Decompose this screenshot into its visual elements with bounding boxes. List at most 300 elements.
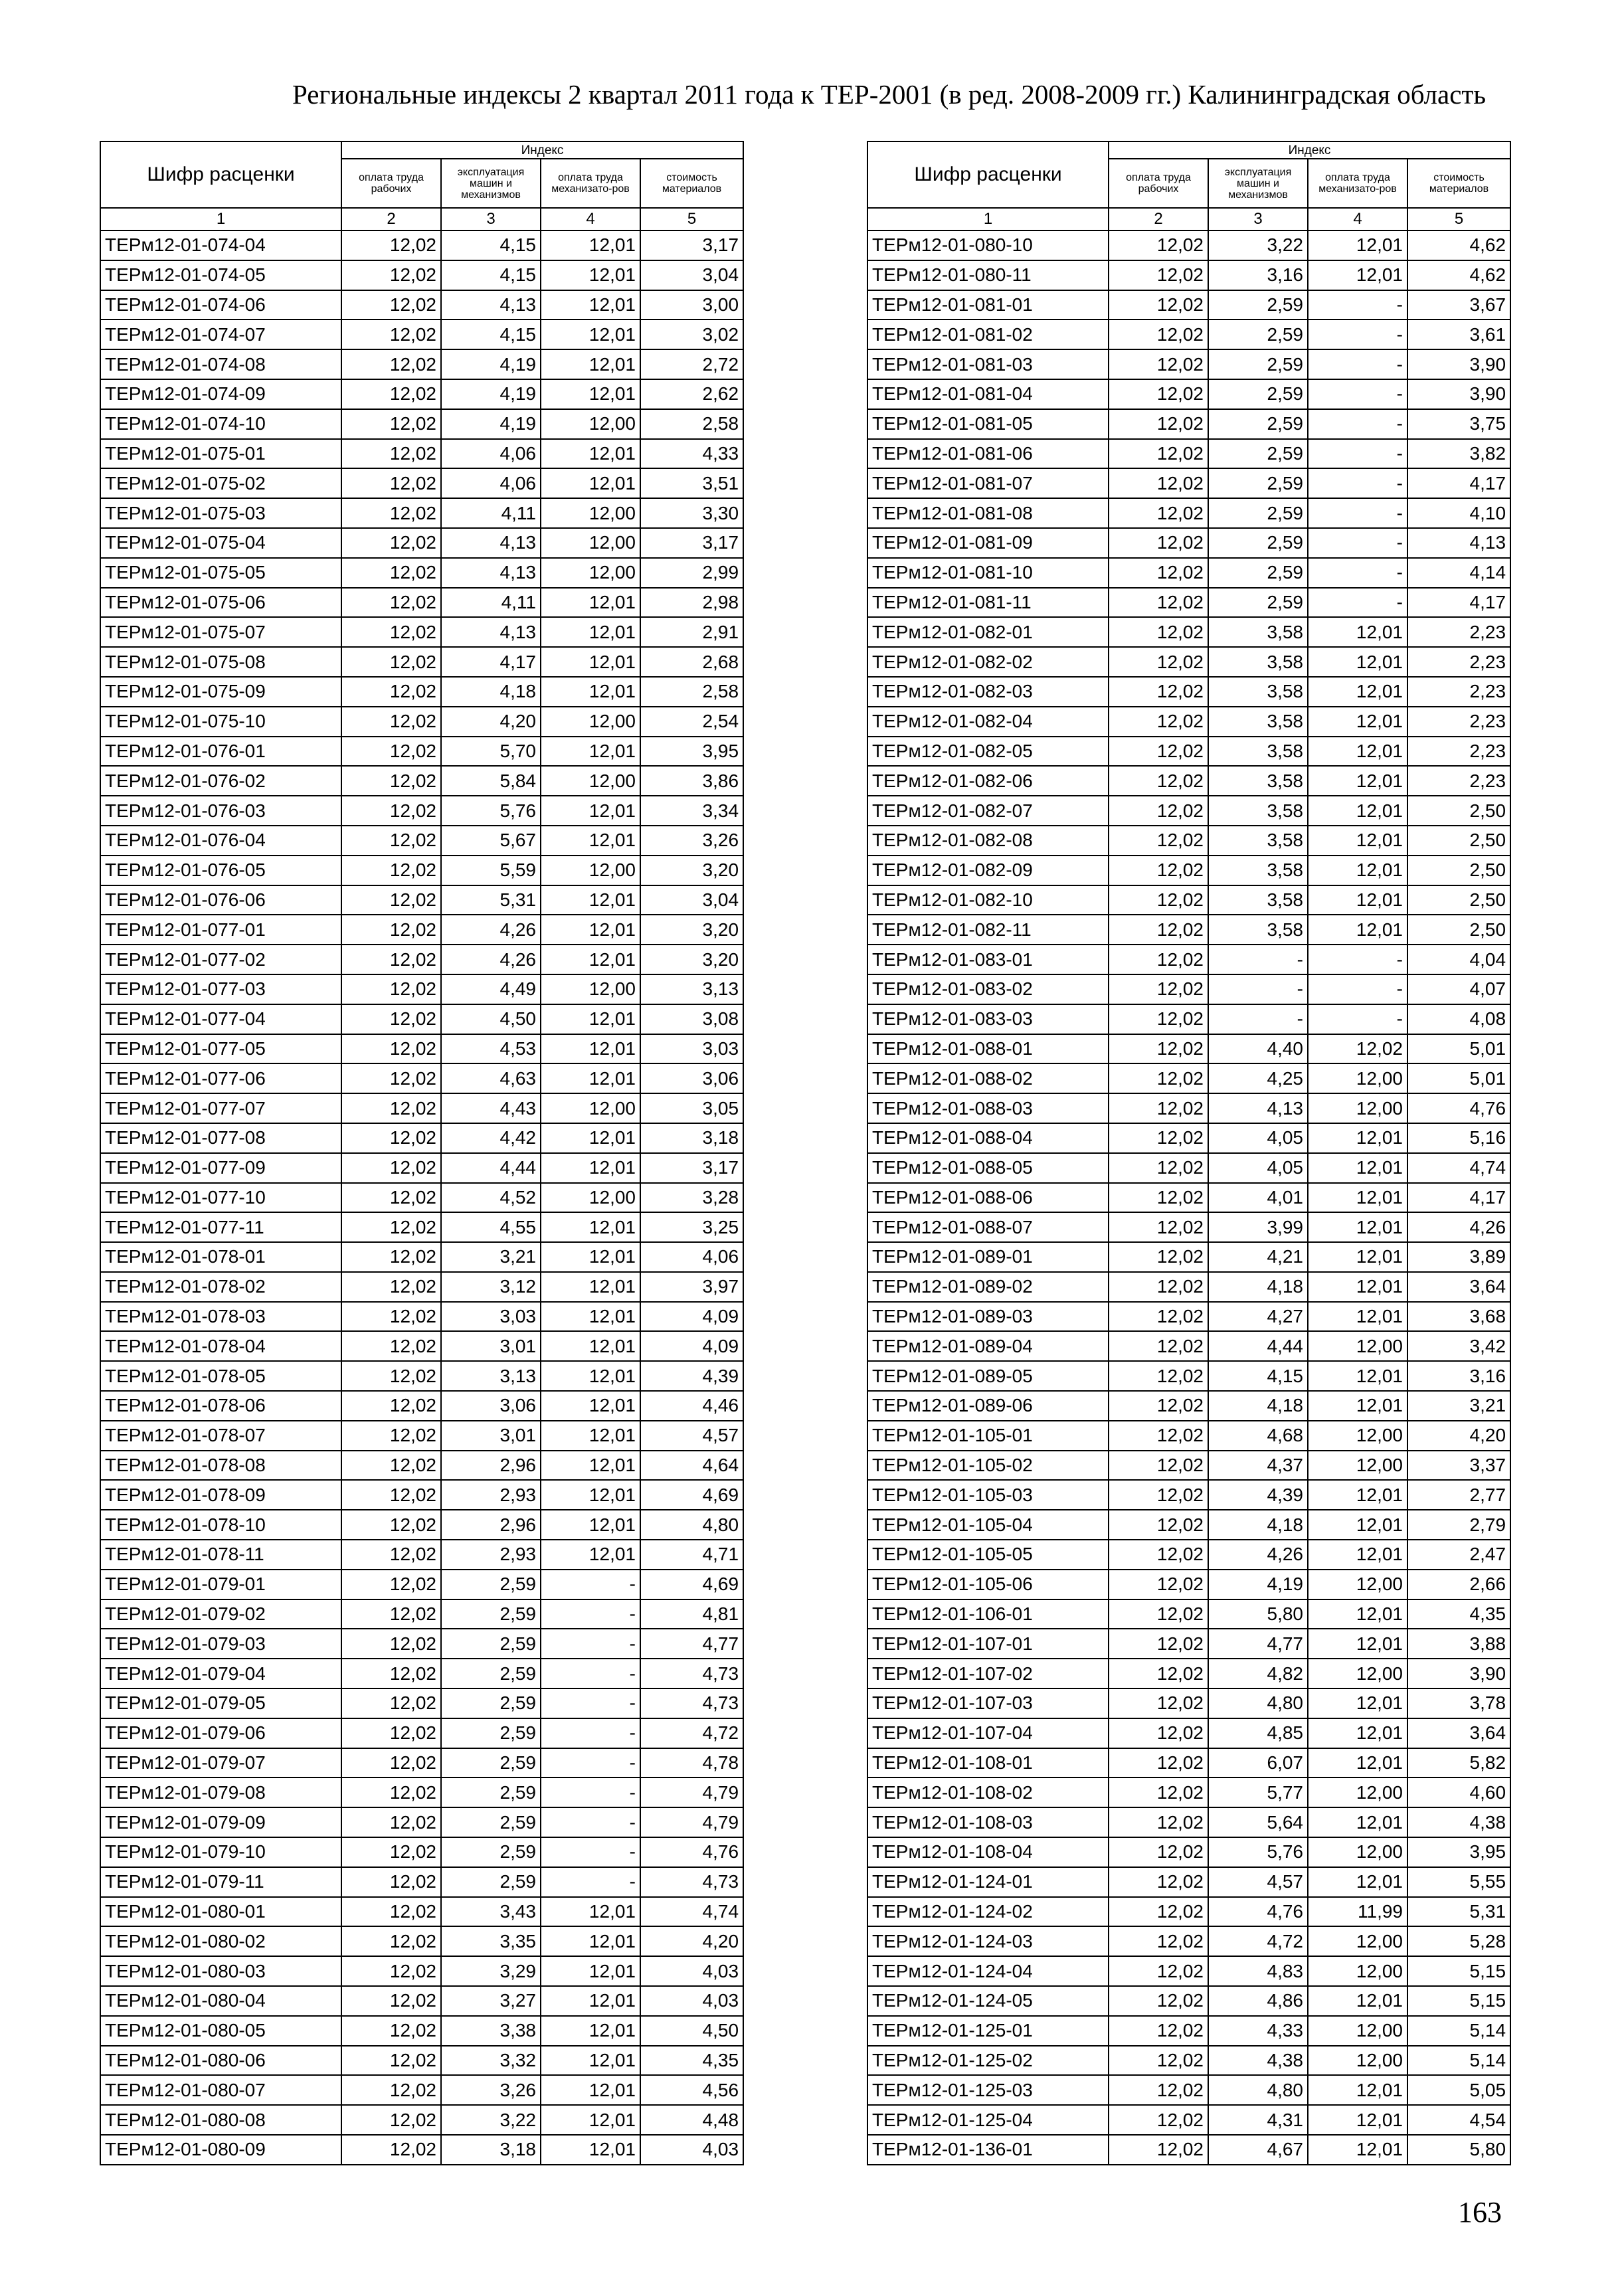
index-value-cell: 12,02: [1109, 826, 1208, 856]
index-value-cell: 4,17: [1407, 468, 1510, 498]
rate-code-cell: ТЕРм12-01-125-01: [867, 2016, 1109, 2046]
rate-code-cell: ТЕРм12-01-125-03: [867, 2075, 1109, 2105]
index-value-cell: 4,38: [1208, 2046, 1308, 2076]
table-row: [100, 1272, 743, 1302]
header-code: Шифр расценки: [867, 141, 1109, 208]
index-value-cell: 12,01: [1308, 1688, 1407, 1718]
index-value-cell: 12,02: [341, 528, 441, 558]
index-value-cell: 4,72: [1208, 1926, 1308, 1956]
table-row: [867, 766, 1510, 796]
table-row: [867, 379, 1510, 409]
index-value-cell: 12,02: [341, 230, 441, 260]
index-value-cell: 12,02: [341, 409, 441, 439]
index-value-cell: 12,02: [341, 1897, 441, 1927]
index-value-cell: -: [541, 1837, 640, 1867]
index-value-cell: 12,01: [541, 2105, 640, 2135]
index-value-cell: 12,01: [1308, 796, 1407, 826]
index-value-cell: 3,25: [640, 1212, 743, 1242]
index-value-cell: 12,01: [1308, 1302, 1407, 1332]
index-value-cell: 5,15: [1407, 1986, 1510, 2016]
table-row: [100, 1153, 743, 1183]
index-value-cell: 12,02: [1109, 439, 1208, 469]
index-value-cell: 4,49: [441, 974, 541, 1004]
index-value-cell: 5,31: [441, 885, 541, 915]
index-value-cell: 2,59: [441, 1748, 541, 1778]
index-value-cell: 12,02: [1109, 2075, 1208, 2105]
header-operators: оплата труда механизато-ров: [1308, 159, 1407, 208]
index-value-cell: 12,02: [341, 677, 441, 707]
index-value-cell: 5,14: [1407, 2046, 1510, 2076]
rate-code-cell: ТЕРм12-01-081-06: [867, 439, 1109, 469]
index-value-cell: 12,01: [541, 1361, 640, 1391]
index-value-cell: 12,02: [341, 1926, 441, 1956]
index-value-cell: -: [1208, 974, 1308, 1004]
rate-code-cell: ТЕРм12-01-124-05: [867, 1986, 1109, 2016]
header-col-number: 1: [100, 208, 341, 230]
rate-code-cell: ТЕРм12-01-079-02: [100, 1599, 341, 1629]
table-row: [867, 1599, 1510, 1629]
table-row: [867, 468, 1510, 498]
index-value-cell: 2,96: [441, 1510, 541, 1540]
index-value-cell: 4,19: [1208, 1570, 1308, 1599]
rate-code-cell: ТЕРм12-01-105-06: [867, 1570, 1109, 1599]
index-value-cell: -: [1208, 945, 1308, 974]
index-value-cell: 12,02: [341, 737, 441, 767]
index-value-cell: 12,02: [1109, 974, 1208, 1004]
rate-code-cell: ТЕРм12-01-074-04: [100, 230, 341, 260]
index-value-cell: 12,01: [541, 260, 640, 290]
index-value-cell: 12,02: [341, 1718, 441, 1748]
index-value-cell: 12,00: [1308, 1451, 1407, 1481]
rate-code-cell: ТЕРм12-01-080-03: [100, 1956, 341, 1986]
header-materials: стоимость материалов: [1407, 159, 1510, 208]
index-value-cell: 12,01: [1308, 677, 1407, 707]
index-value-cell: 2,54: [640, 707, 743, 737]
rate-code-cell: ТЕРм12-01-124-02: [867, 1897, 1109, 1927]
rate-code-cell: ТЕРм12-01-074-06: [100, 290, 341, 320]
table-row: [867, 1748, 1510, 1778]
index-value-cell: -: [1308, 945, 1407, 974]
table-row: [867, 1540, 1510, 1570]
table-row: [867, 1897, 1510, 1927]
table-row: [867, 1361, 1510, 1391]
index-value-cell: 4,09: [640, 1302, 743, 1332]
index-value-cell: 4,79: [640, 1807, 743, 1837]
index-value-cell: 12,02: [1109, 1421, 1208, 1451]
rate-code-cell: ТЕРм12-01-080-06: [100, 2046, 341, 2076]
index-value-cell: 2,91: [640, 617, 743, 647]
index-value-cell: 4,73: [640, 1688, 743, 1718]
rate-code-cell: ТЕРм12-01-075-07: [100, 617, 341, 647]
index-value-cell: 4,26: [1208, 1540, 1308, 1570]
index-value-cell: 3,58: [1208, 617, 1308, 647]
index-value-cell: 3,58: [1208, 915, 1308, 945]
rate-code-cell: ТЕРм12-01-083-01: [867, 945, 1109, 974]
index-value-cell: 12,02: [341, 260, 441, 290]
index-value-cell: 4,48: [640, 2105, 743, 2135]
index-value-cell: -: [1308, 974, 1407, 1004]
index-value-cell: 4,74: [640, 1897, 743, 1927]
table-row: [100, 1063, 743, 1093]
index-value-cell: 3,20: [640, 856, 743, 885]
index-value-cell: 12,02: [1109, 2135, 1208, 2165]
index-value-cell: 4,50: [640, 2016, 743, 2046]
index-value-cell: 12,00: [541, 766, 640, 796]
index-value-cell: 12,02: [341, 588, 441, 618]
index-value-cell: 12,01: [1308, 260, 1407, 290]
index-value-cell: 4,35: [640, 2046, 743, 2076]
index-value-cell: 4,86: [1208, 1986, 1308, 2016]
rate-code-cell: ТЕРм12-01-074-09: [100, 379, 341, 409]
index-value-cell: 12,02: [1109, 1688, 1208, 1718]
rate-code-cell: ТЕРм12-01-082-08: [867, 826, 1109, 856]
index-value-cell: 12,01: [1308, 1123, 1407, 1153]
index-value-cell: 12,02: [1308, 1034, 1407, 1064]
index-value-cell: 12,00: [541, 498, 640, 528]
rate-code-cell: ТЕРм12-01-089-01: [867, 1242, 1109, 1272]
index-value-cell: 12,02: [341, 1093, 441, 1123]
index-value-cell: 4,18: [1208, 1510, 1308, 1540]
index-value-cell: 12,02: [341, 1867, 441, 1897]
index-value-cell: 12,01: [541, 1331, 640, 1361]
index-value-cell: 12,01: [541, 1956, 640, 1986]
rate-code-cell: ТЕРм12-01-075-02: [100, 468, 341, 498]
rate-code-cell: ТЕРм12-01-075-04: [100, 528, 341, 558]
rate-code-cell: ТЕРм12-01-081-11: [867, 588, 1109, 618]
index-value-cell: -: [541, 1659, 640, 1688]
index-value-cell: 12,00: [1308, 1421, 1407, 1451]
index-value-cell: 12,02: [1109, 409, 1208, 439]
index-value-cell: 5,28: [1407, 1926, 1510, 1956]
index-value-cell: 12,02: [341, 1599, 441, 1629]
rate-code-cell: ТЕРм12-01-081-07: [867, 468, 1109, 498]
rate-code-cell: ТЕРм12-01-081-08: [867, 498, 1109, 528]
rate-code-cell: ТЕРм12-01-081-02: [867, 319, 1109, 349]
index-value-cell: 4,01: [1208, 1183, 1308, 1213]
index-value-cell: 12,02: [341, 766, 441, 796]
index-value-cell: 2,59: [441, 1718, 541, 1748]
index-value-cell: 12,02: [341, 1421, 441, 1451]
index-value-cell: -: [1308, 409, 1407, 439]
index-value-cell: 12,02: [341, 2105, 441, 2135]
index-value-cell: 3,18: [441, 2135, 541, 2165]
index-value-cell: 2,59: [441, 1629, 541, 1659]
table-row: [100, 1183, 743, 1213]
table-row: [867, 1837, 1510, 1867]
index-value-cell: -: [1308, 588, 1407, 618]
index-value-cell: 4,71: [640, 1540, 743, 1570]
rate-code-cell: ТЕРм12-01-082-04: [867, 707, 1109, 737]
index-value-cell: 3,06: [640, 1063, 743, 1093]
table-row: [100, 1540, 743, 1570]
rate-code-cell: ТЕРм12-01-107-04: [867, 1718, 1109, 1748]
index-value-cell: -: [1308, 349, 1407, 379]
index-value-cell: 3,20: [640, 915, 743, 945]
rate-code-cell: ТЕРм12-01-080-02: [100, 1926, 341, 1956]
index-value-cell: 12,02: [1109, 230, 1208, 260]
index-value-cell: 3,06: [441, 1391, 541, 1421]
rate-code-cell: ТЕРм12-01-107-02: [867, 1659, 1109, 1688]
index-value-cell: 12,02: [341, 2046, 441, 2076]
index-value-cell: 12,02: [341, 1034, 441, 1064]
table-row: [100, 1688, 743, 1718]
index-value-cell: 12,02: [1109, 796, 1208, 826]
rate-code-cell: ТЕРм12-01-079-04: [100, 1659, 341, 1688]
index-value-cell: 12,02: [1109, 2016, 1208, 2046]
index-value-cell: 4,35: [1407, 1599, 1510, 1629]
index-value-cell: 12,01: [541, 1242, 640, 1272]
rate-code-cell: ТЕРм12-01-125-02: [867, 2046, 1109, 2076]
table-row: [100, 1837, 743, 1867]
index-value-cell: 12,01: [1308, 1748, 1407, 1778]
table-row: [100, 1302, 743, 1332]
index-value-cell: 4,43: [441, 1093, 541, 1123]
index-value-cell: 12,02: [1109, 2046, 1208, 2076]
index-value-cell: 3,75: [1407, 409, 1510, 439]
index-value-cell: 12,02: [1109, 1123, 1208, 1153]
index-value-cell: 12,02: [341, 796, 441, 826]
index-value-cell: 12,01: [541, 2135, 640, 2165]
rate-code-cell: ТЕРм12-01-075-06: [100, 588, 341, 618]
table-row: [100, 468, 743, 498]
index-value-cell: -: [1208, 1004, 1308, 1034]
index-value-cell: 12,01: [541, 1926, 640, 1956]
index-value-cell: 3,82: [1407, 439, 1510, 469]
table-row: [867, 1302, 1510, 1332]
rate-code-cell: ТЕРм12-01-074-07: [100, 319, 341, 349]
index-value-cell: 4,13: [441, 558, 541, 588]
index-value-cell: 12,02: [1109, 558, 1208, 588]
table-row: [867, 1807, 1510, 1837]
rate-code-cell: ТЕРм12-01-078-01: [100, 1242, 341, 1272]
rate-code-cell: ТЕРм12-01-107-03: [867, 1688, 1109, 1718]
rate-code-cell: ТЕРм12-01-079-11: [100, 1867, 341, 1897]
index-value-cell: 12,01: [1308, 1986, 1407, 2016]
index-value-cell: 12,02: [341, 974, 441, 1004]
table-row: [867, 1183, 1510, 1213]
rate-code-cell: ТЕРм12-01-076-04: [100, 826, 341, 856]
index-value-cell: 12,02: [1109, 885, 1208, 915]
index-value-cell: 12,02: [341, 707, 441, 737]
index-value-cell: 4,18: [441, 677, 541, 707]
index-value-cell: 4,78: [640, 1748, 743, 1778]
index-value-cell: 12,01: [541, 677, 640, 707]
index-value-cell: 12,02: [341, 1123, 441, 1153]
index-value-cell: 12,02: [1109, 349, 1208, 379]
index-value-cell: 4,85: [1208, 1718, 1308, 1748]
index-value-cell: 12,01: [541, 468, 640, 498]
index-value-cell: 12,02: [341, 1480, 441, 1510]
index-value-cell: 4,17: [441, 647, 541, 677]
index-value-cell: 12,02: [1109, 1986, 1208, 2016]
index-value-cell: 3,38: [441, 2016, 541, 2046]
index-value-cell: 3,58: [1208, 647, 1308, 677]
index-value-cell: 2,62: [640, 379, 743, 409]
index-value-cell: 12,02: [341, 915, 441, 945]
index-value-cell: 4,67: [1208, 2135, 1308, 2165]
rate-code-cell: ТЕРм12-01-089-05: [867, 1361, 1109, 1391]
index-value-cell: 12,02: [1109, 588, 1208, 618]
header-code: Шифр расценки: [100, 141, 341, 208]
index-value-cell: 3,21: [441, 1242, 541, 1272]
rate-code-cell: ТЕРм12-01-075-09: [100, 677, 341, 707]
table-row: [100, 2105, 743, 2135]
index-value-cell: 4,03: [640, 2135, 743, 2165]
index-value-cell: -: [1308, 498, 1407, 528]
rate-code-cell: ТЕРм12-01-078-06: [100, 1391, 341, 1421]
index-value-cell: 3,29: [441, 1956, 541, 1986]
index-value-cell: 4,10: [1407, 498, 1510, 528]
table-row: [100, 409, 743, 439]
index-value-cell: 12,01: [1308, 1361, 1407, 1391]
index-value-cell: -: [541, 1629, 640, 1659]
rate-code-cell: ТЕРм12-01-082-11: [867, 915, 1109, 945]
index-value-cell: 2,50: [1407, 856, 1510, 885]
index-value-cell: 4,06: [640, 1242, 743, 1272]
table-row: [867, 260, 1510, 290]
index-value-cell: 4,20: [1407, 1421, 1510, 1451]
rate-code-cell: ТЕРм12-01-078-09: [100, 1480, 341, 1510]
document-title: Региональные индексы 2 квартал 2011 года к ТЕР-2001 (в ред. 2008-2009 гг.) Калининградская область: [292, 79, 1487, 110]
index-value-cell: 12,02: [341, 1302, 441, 1332]
table-row: [100, 1480, 743, 1510]
index-value-cell: 12,01: [1308, 1480, 1407, 1510]
rate-code-cell: ТЕРм12-01-077-07: [100, 1093, 341, 1123]
index-value-cell: 4,18: [1208, 1272, 1308, 1302]
index-value-cell: 5,76: [1208, 1837, 1308, 1867]
index-value-cell: 4,52: [441, 1183, 541, 1213]
index-value-cell: 4,77: [1208, 1629, 1308, 1659]
table-row: [100, 588, 743, 618]
index-value-cell: 3,61: [1407, 319, 1510, 349]
index-value-cell: 4,09: [640, 1331, 743, 1361]
table-row: [867, 1629, 1510, 1659]
index-value-cell: 2,59: [441, 1867, 541, 1897]
table-row: [867, 1986, 1510, 2016]
rate-code-cell: ТЕРм12-01-082-09: [867, 856, 1109, 885]
index-value-cell: 12,02: [1109, 647, 1208, 677]
index-value-cell: 12,00: [541, 974, 640, 1004]
table-row: [100, 737, 743, 767]
index-value-cell: 12,02: [1109, 1777, 1208, 1807]
index-value-cell: 12,02: [1109, 856, 1208, 885]
index-value-cell: 2,23: [1407, 707, 1510, 737]
index-value-cell: 2,23: [1407, 677, 1510, 707]
index-value-cell: 12,02: [1109, 1807, 1208, 1837]
index-value-cell: 12,02: [1109, 1956, 1208, 1986]
index-value-cell: 2,59: [1208, 319, 1308, 349]
index-value-cell: 12,01: [1308, 915, 1407, 945]
index-value-cell: 4,53: [441, 1034, 541, 1064]
rate-code-cell: ТЕРм12-01-079-06: [100, 1718, 341, 1748]
table-row: [867, 1391, 1510, 1421]
index-value-cell: 4,38: [1407, 1807, 1510, 1837]
index-value-cell: 12,01: [1308, 856, 1407, 885]
index-value-cell: 4,81: [640, 1599, 743, 1629]
table-row: [100, 677, 743, 707]
header-col-number: 4: [1308, 208, 1407, 230]
index-value-cell: 12,01: [1308, 1272, 1407, 1302]
table-row: [100, 498, 743, 528]
index-value-cell: 12,00: [1308, 1570, 1407, 1599]
index-value-cell: 4,82: [1208, 1659, 1308, 1688]
index-value-cell: 3,97: [640, 1272, 743, 1302]
index-value-cell: 12,02: [341, 1153, 441, 1183]
index-value-cell: 2,59: [1208, 528, 1308, 558]
index-value-cell: 3,28: [640, 1183, 743, 1213]
index-value-cell: 12,02: [341, 1212, 441, 1242]
index-value-cell: 12,01: [541, 230, 640, 260]
index-value-cell: 12,02: [341, 1391, 441, 1421]
rate-code-cell: ТЕРм12-01-078-03: [100, 1302, 341, 1332]
table-row: [867, 945, 1510, 974]
rate-code-cell: ТЕРм12-01-078-05: [100, 1361, 341, 1391]
index-value-cell: 12,02: [341, 856, 441, 885]
rate-code-cell: ТЕРм12-01-082-06: [867, 766, 1109, 796]
index-value-cell: 12,00: [1308, 1956, 1407, 1986]
rate-code-cell: ТЕРм12-01-088-06: [867, 1183, 1109, 1213]
index-value-cell: 2,59: [1208, 290, 1308, 320]
table-row: [867, 647, 1510, 677]
index-value-cell: 2,59: [1208, 409, 1308, 439]
index-value-cell: 4,73: [640, 1867, 743, 1897]
rate-code-cell: ТЕРм12-01-079-01: [100, 1570, 341, 1599]
index-value-cell: 2,59: [1208, 558, 1308, 588]
index-value-cell: 2,59: [1208, 439, 1308, 469]
index-value-cell: 2,93: [441, 1480, 541, 1510]
index-value-cell: 4,76: [1407, 1093, 1510, 1123]
index-value-cell: 12,01: [1308, 2135, 1407, 2165]
index-value-cell: 12,02: [1109, 1837, 1208, 1867]
index-value-cell: 12,01: [541, 1391, 640, 1421]
rate-code-cell: ТЕРм12-01-083-02: [867, 974, 1109, 1004]
index-value-cell: 12,00: [541, 856, 640, 885]
index-value-cell: 2,59: [1208, 349, 1308, 379]
header-col-number: 2: [341, 208, 441, 230]
table-row: [867, 915, 1510, 945]
rate-code-cell: ТЕРм12-01-075-03: [100, 498, 341, 528]
rate-code-cell: ТЕРм12-01-076-02: [100, 766, 341, 796]
index-value-cell: 12,01: [1308, 1153, 1407, 1183]
index-value-cell: 3,04: [640, 885, 743, 915]
index-value-cell: 3,01: [441, 1421, 541, 1451]
rate-code-cell: ТЕРм12-01-105-04: [867, 1510, 1109, 1540]
header-machines: эксплуатация машин и механизмов: [1208, 159, 1308, 208]
index-value-cell: 3,17: [640, 1153, 743, 1183]
rate-code-cell: ТЕРм12-01-078-10: [100, 1510, 341, 1540]
index-value-cell: 6,07: [1208, 1748, 1308, 1778]
index-value-cell: 12,02: [1109, 319, 1208, 349]
index-value-cell: 3,30: [640, 498, 743, 528]
table-row: [100, 1956, 743, 1986]
table-row: [867, 1718, 1510, 1748]
rate-code-cell: ТЕРм12-01-108-03: [867, 1807, 1109, 1837]
index-value-cell: 4,20: [441, 707, 541, 737]
index-value-cell: 3,22: [441, 2105, 541, 2135]
table-row: [867, 2135, 1510, 2165]
table-row: [100, 2016, 743, 2046]
index-value-cell: 12,00: [541, 409, 640, 439]
header-col-number: 1: [867, 208, 1109, 230]
index-value-cell: 4,26: [441, 945, 541, 974]
table-row: [867, 1421, 1510, 1451]
index-value-cell: 4,03: [640, 1986, 743, 2016]
rate-code-cell: ТЕРм12-01-136-01: [867, 2135, 1109, 2165]
index-value-cell: 3,04: [640, 260, 743, 290]
index-value-cell: -: [1308, 468, 1407, 498]
index-value-cell: 3,16: [1407, 1361, 1510, 1391]
index-value-cell: 12,02: [1109, 2105, 1208, 2135]
